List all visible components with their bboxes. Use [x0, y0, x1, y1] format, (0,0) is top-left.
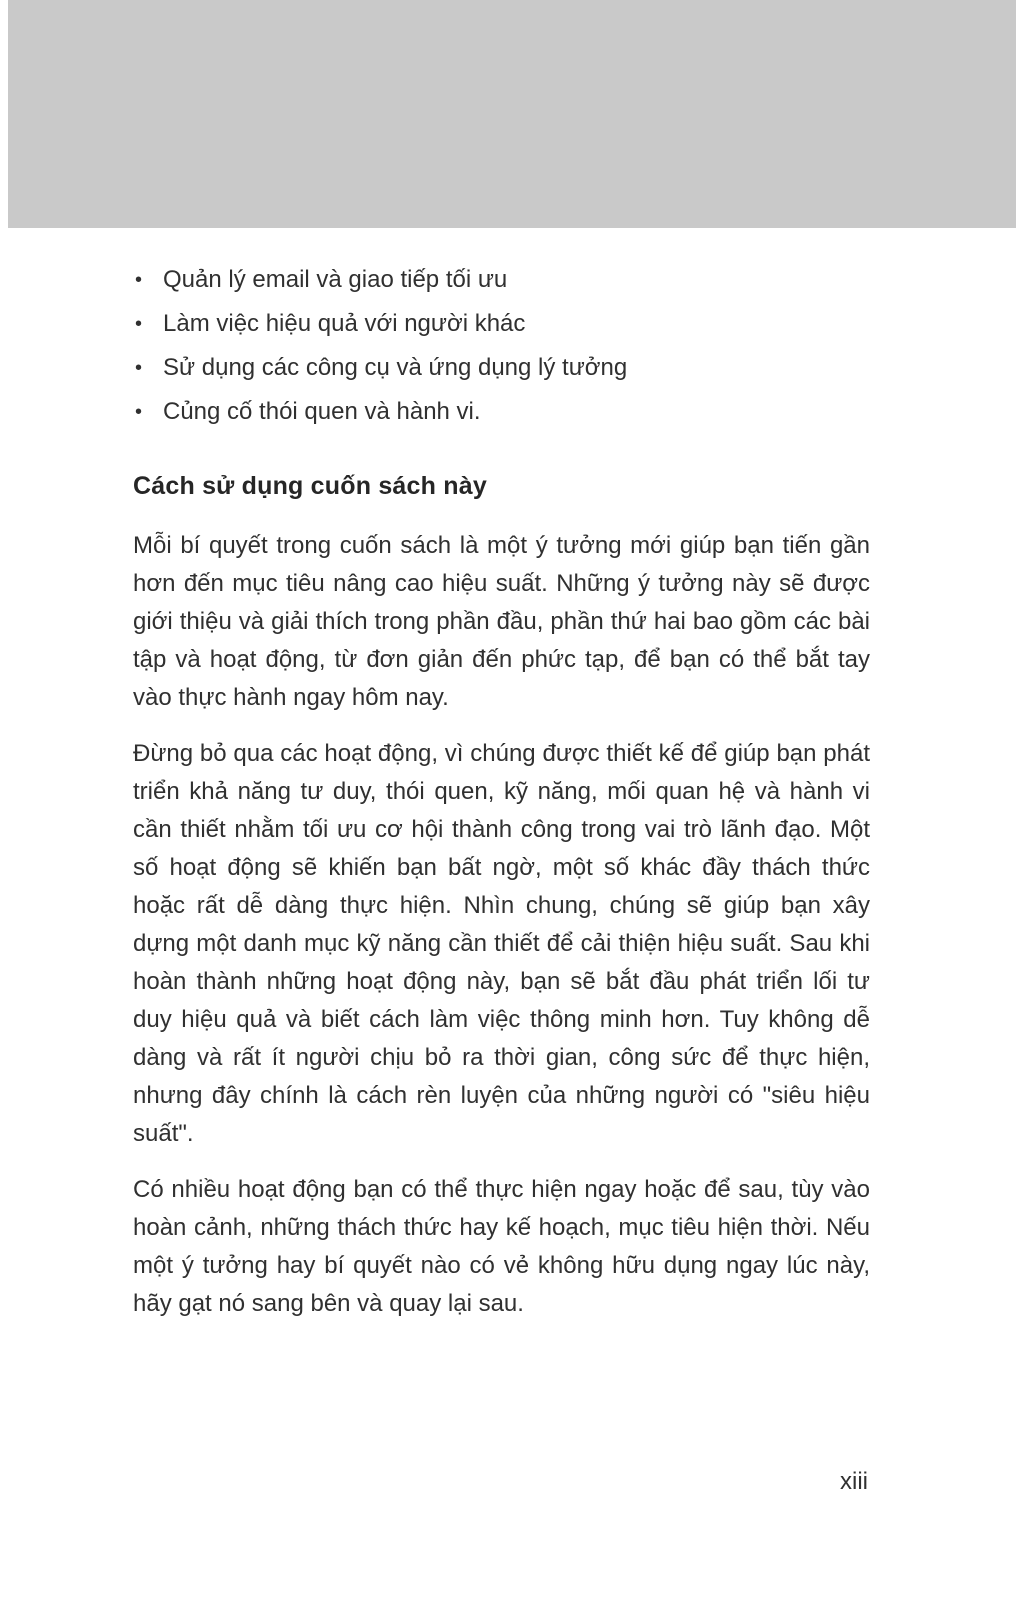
header-gray-block — [8, 0, 1016, 228]
bullet-item: • Củng cố thói quen và hành vi. — [133, 390, 870, 434]
bullet-item: • Sử dụng các công cụ và ứng dụng lý tưởng — [133, 346, 870, 390]
bullet-item: • Làm việc hiệu quả với người khác — [133, 302, 870, 346]
body-paragraph: Có nhiều hoạt động bạn có thể thực hiện ngay hoặc để sau, tùy vào hoàn cảnh, những thách thức hay kế hoạch, mục tiêu hiện thời. Nếu một ý tưởng hay bí quyết nào có vẻ không hữu dụng ngay lúc này, hãy gạt nó sang bên và quay lại sau. — [133, 1176, 870, 1317]
bullet-list — [133, 258, 870, 434]
page-number: xiii — [840, 1468, 868, 1495]
page-content — [133, 258, 870, 1341]
section-heading: Cách sử dụng cuốn sách này — [133, 472, 487, 500]
body-paragraph: Mỗi bí quyết trong cuốn sách là một ý tưởng mới giúp bạn tiến gần hơn đến mục tiêu nâng cao hiệu suất. Những ý tưởng này sẽ được giới thiệu và giải thích trong phần đầu, phần thứ hai bao gồm các bài tập và hoạt động, từ đơn giản đến phức tạp, để bạn có thể bắt tay vào thực hành ngay hôm nay. — [133, 532, 870, 711]
body-paragraph: Đừng bỏ qua các hoạt động, vì chúng được thiết kế để giúp bạn phát triển khả năng tư duy, thói quen, kỹ năng, mối quan hệ và hành vi cần thiết nhằm tối ưu cơ hội thành công trong vai trò lãnh đạo. Một số hoạt động sẽ khiến bạn bất ngờ, một số khác đầy thách thức hoặc rất dễ dàng thực hiện. Nhìn chung, chúng sẽ giúp bạn xây dựng một danh mục kỹ năng cần thiết để cải thiện hiệu suất. Sau khi hoàn thành những hoạt động này, bạn sẽ bắt đầu phát triển lối tư duy hiệu quả và biết cách làm việc thông minh hơn. Tuy không dễ dàng và rất ít người chịu bỏ ra thời gian, công sức để thực hiện, nhưng đây chính là cách rèn luyện của những người có "siêu hiệu suất". — [133, 740, 870, 1147]
bullet-item: • Quản lý email và giao tiếp tối ưu — [133, 258, 870, 302]
